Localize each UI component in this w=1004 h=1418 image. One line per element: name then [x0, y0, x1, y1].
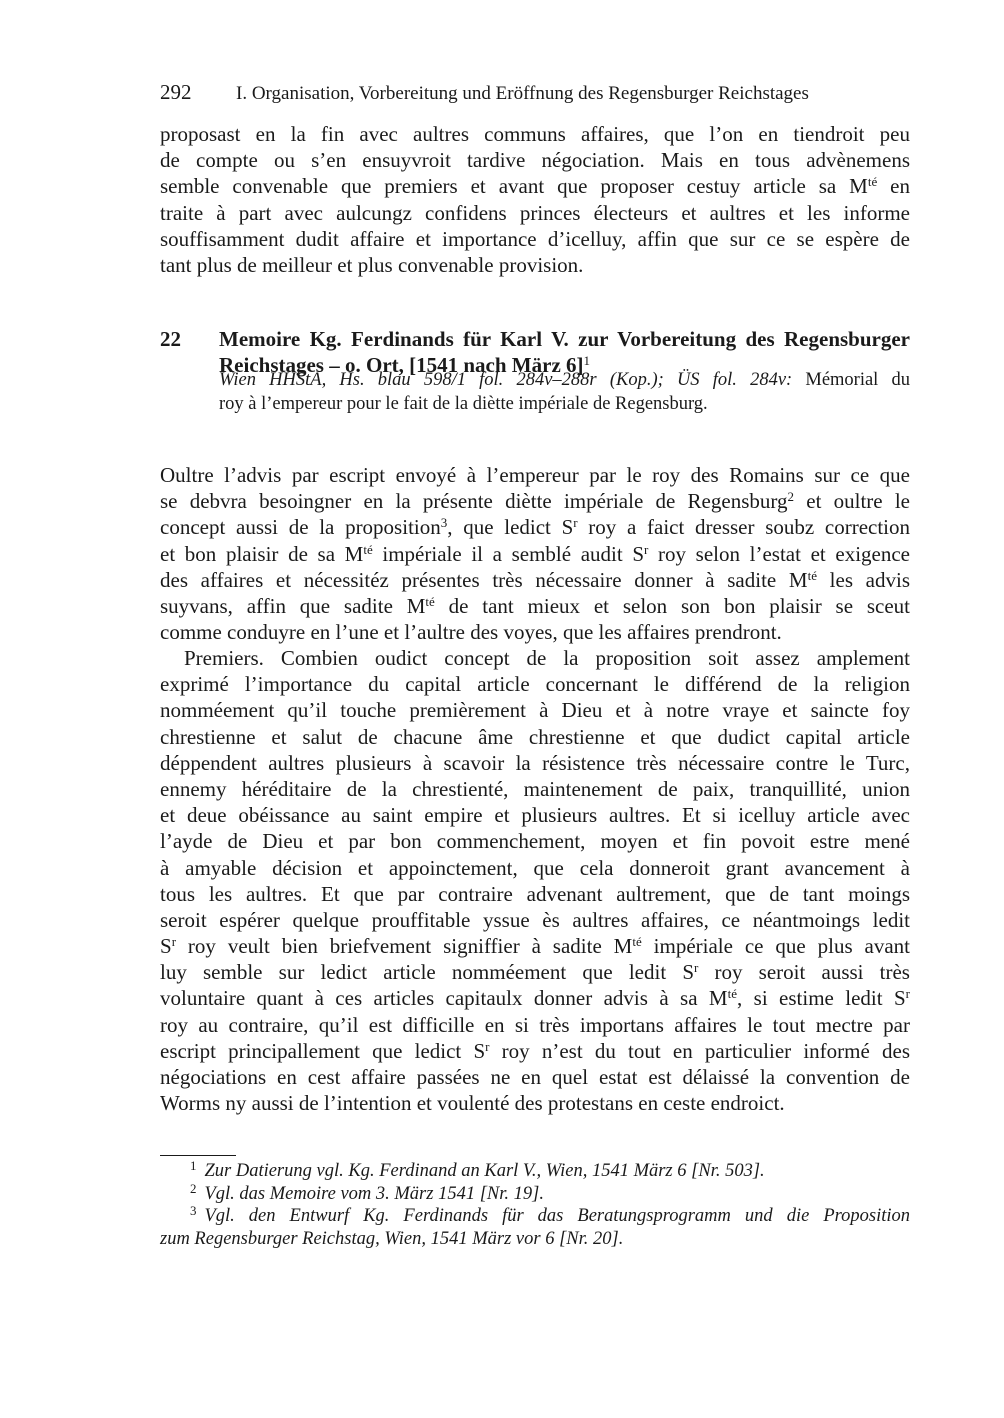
text-line: de compte ou s’en ensuyvroit tardive négociation. Mais en tous advènemens [160, 148, 910, 173]
footnote-1: $^1$ Zur Datierung vgl. Kg. Ferdinand an Karl V., Wien, 1541 März 6 [Nr. 503]. [190, 1158, 765, 1181]
document-title: Memoire Kg. Ferdinands für Karl V. zur Vorbereitung des Regensburger Reichstages – o. Ort, [1541 nach März 6]$^1$ [219, 327, 910, 377]
text-line: souffisamment dudit affaire et importance d’icelluy, affin que sur ce se espère de [160, 226, 910, 251]
footnotes [160, 1160, 910, 1250]
footnote-ref[interactable]: 2 [787, 489, 795, 505]
page-number: 292 [160, 80, 192, 104]
running-title: I. Organisation, Vorbereitung und Eröffnung des Regensburger Reichstages [236, 83, 809, 104]
body-paragraph-2: Premiers. Combien oudict concept de la proposition soit assez amplement exprimé l’importance du capital article concernant le différend de la religion nomméement qu’il touche premièrement à Dieu et à notre vraye et saincte foy chrestienne et salut de chacune âme chrestienne et que dudict capital article déppendent aultres plusieurs à scavoir la résistence très nécessaire contre le Turc, ennemy héréditaire de la chrestienté, maintenement de paix, tranquillité, union et deue obéissance au saint empire et plusieurs aultres. Et si icelluy article avec l’ayde de Dieu et par bon commenchement, moyen et fin povoit estre mené à amyable décision et appoinctement, que cela donneroit grant avancement à tous les aultres. Et que par contraire advenant aultrement, que de tant moings seroit espérer quelque prouffitable yssue ès aultres affaires, ce néantmoings ledit $S^r$ roy veult bien briefvement signiffier à sadite $M^{té}$ impériale ce que plus avant luy semble sur ledict article nomméement que ledit $S^r$ roy seroit aussi très voluntaire quant à ces articles capitaulx donner advis à sa $M^{té}$, si estime ledit $S^r$ roy au contraire, qu’il est difficille en si très importans affaires le tout mectre par escript principallement que ledict $S^r$ roy n’est du tout en particulier informé des négociations en cest affaire passées ne en quel estat est délaissé la convention de Worms ny aussi de l’intention et voulenté des protestans en ceste endroict. [160, 646, 911, 1116]
footnote-3-continued: zum Regensburger Reichstag, Wien, 1541 März vor 6 [Nr. 20]. [160, 1228, 624, 1249]
text-line: proposast en la fin avec aultres communs affaires, que l’on en tiendroit peu [160, 122, 910, 146]
text-line: traite à part avec aulcungz confidens princes électeurs et aultres et les informe [160, 200, 910, 225]
footnote-ref[interactable]: 1 [583, 352, 591, 368]
footnote-2: $^2$ Vgl. das Memoire vom 3. März 1541 [Nr. 19]. [190, 1180, 544, 1204]
footnote-divider [160, 1155, 236, 1156]
source-note: Wien HHStA, Hs. blau 598/1 fol. 284v–288r (Kop.); ÜS fol. 284v: Mémorial du roy à l’empereur pour le fait de la diètte impériale de Regensburg. [219, 370, 910, 414]
archive-reference: Wien HHStA, Hs. blau 598/1 fol. 284v–288r (Kop.); ÜS fol. 284v: [219, 370, 793, 390]
text-line: semble convenable que premiers et avant que proposer cestuy article sa $M^{té}$ en [160, 174, 910, 199]
text-line: tant plus de meilleur et plus convenable provision. [160, 252, 584, 277]
footnote-3: $^3$ Vgl. den Entwurf Kg. Ferdinands für das Beratungsprogramm und die Proposition [190, 1203, 910, 1226]
document-number: 22 [160, 327, 181, 351]
running-header [160, 80, 910, 106]
footnote-ref[interactable]: 3 [440, 515, 448, 531]
body-paragraph-1: Oultre l’advis par escript envoyé à l’empereur par le roy des Romains sur ce que se debvra besoingner en la présente diètte impériale de Regensburg$^2$ et oultre le concept aussi de la proposition$^3$, que ledict $S^r$ roy a faict dresser soubz correction et bon plaisir de sa $M^{té}$ impériale il a semblé audit $S^r$ roy selon l’estat et exigence des affaires et nécessitéz présentes très nécessaire donner à sadite $M^{té}$ les advis suyvans, affin que sadite $M^{té}$ de tant mieux et selon son bon plaisir se sceut comme conduyre en l’une et l’aultre des voyes, que les affaires prendront. [160, 463, 911, 645]
continuation-paragraph [160, 121, 910, 278]
